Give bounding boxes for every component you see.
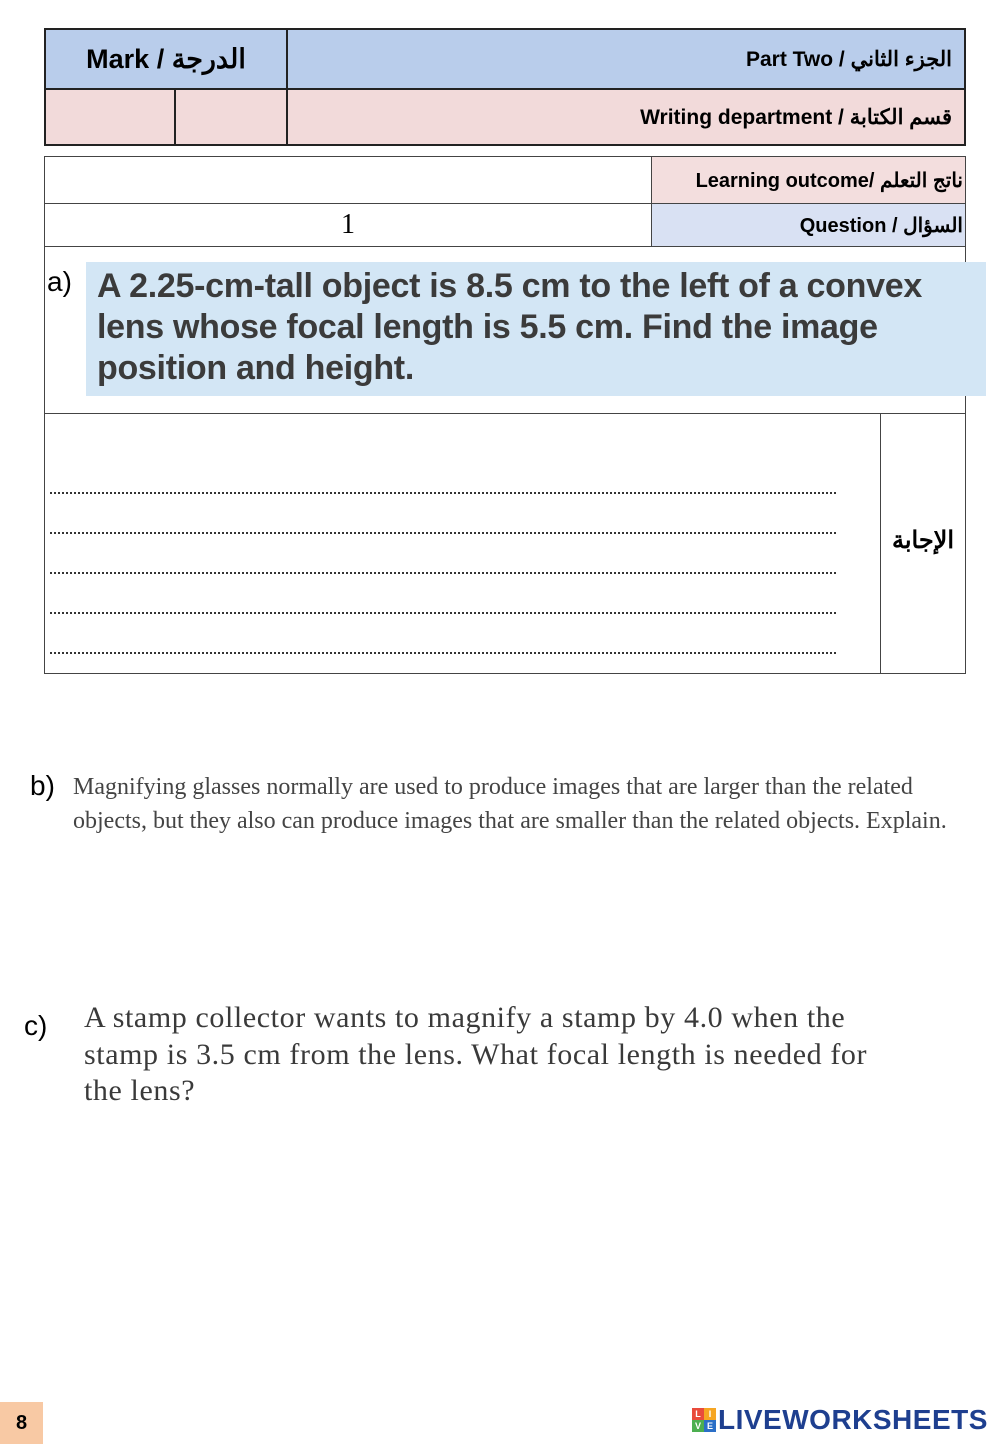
answer-line-4[interactable] — [50, 612, 836, 614]
part-a-question: A 2.25-cm-tall object is 8.5 cm to the left of a convex lens whose focal length is 5.5 cm. Find the image position and height. — [97, 267, 922, 387]
logo-text: LIVEWORKSHEETS — [718, 1404, 988, 1435]
learning-outcome-label: Learning outcome/ ناتج التعلم — [652, 157, 966, 204]
logo-letter-v: V — [692, 1420, 704, 1432]
learning-outcome-value — [45, 157, 652, 204]
answer-line-2[interactable] — [50, 532, 836, 534]
logo-letter-i: I — [704, 1408, 716, 1420]
mark-label: Mark / الدرجة — [45, 29, 287, 89]
logo-letter-e: E — [704, 1420, 716, 1432]
header-table — [44, 28, 966, 146]
mark-cell-1 — [45, 89, 175, 145]
question-table — [44, 156, 966, 247]
question-label: Question / السؤال — [652, 204, 966, 247]
answer-line-1[interactable] — [50, 492, 836, 494]
part-label: Part Two / الجزء الثاني — [287, 29, 965, 89]
answer-line-5[interactable] — [50, 652, 836, 654]
department-label: Writing department / قسم الكتابة — [287, 89, 965, 145]
part-b-question: Magnifying glasses normally are used to produce images that are larger than the related objects, but they also can produce images that are smaller than the related objects. Explain. — [73, 774, 947, 834]
part-c-letter: c) — [24, 1010, 48, 1041]
part-c-question: A stamp collector wants to magnify a stamp by 4.0 when the stamp is 3.5 cm from the lens. What focal length is needed for the lens? — [84, 1001, 868, 1107]
answer-line-3[interactable] — [50, 572, 836, 574]
mark-cell-2 — [175, 89, 287, 145]
logo-icon — [692, 1408, 716, 1432]
page-number: 8 — [0, 1402, 43, 1444]
part-a-letter: a) — [47, 266, 72, 297]
logo-letter-l: L — [692, 1408, 704, 1420]
liveworksheets-logo[interactable] — [692, 1403, 988, 1437]
answer-separator — [880, 413, 881, 674]
answer-label: الإجابة — [891, 527, 955, 554]
answer-box — [44, 413, 966, 674]
question-number: 1 — [45, 204, 652, 247]
part-b-letter: b) — [30, 770, 55, 801]
